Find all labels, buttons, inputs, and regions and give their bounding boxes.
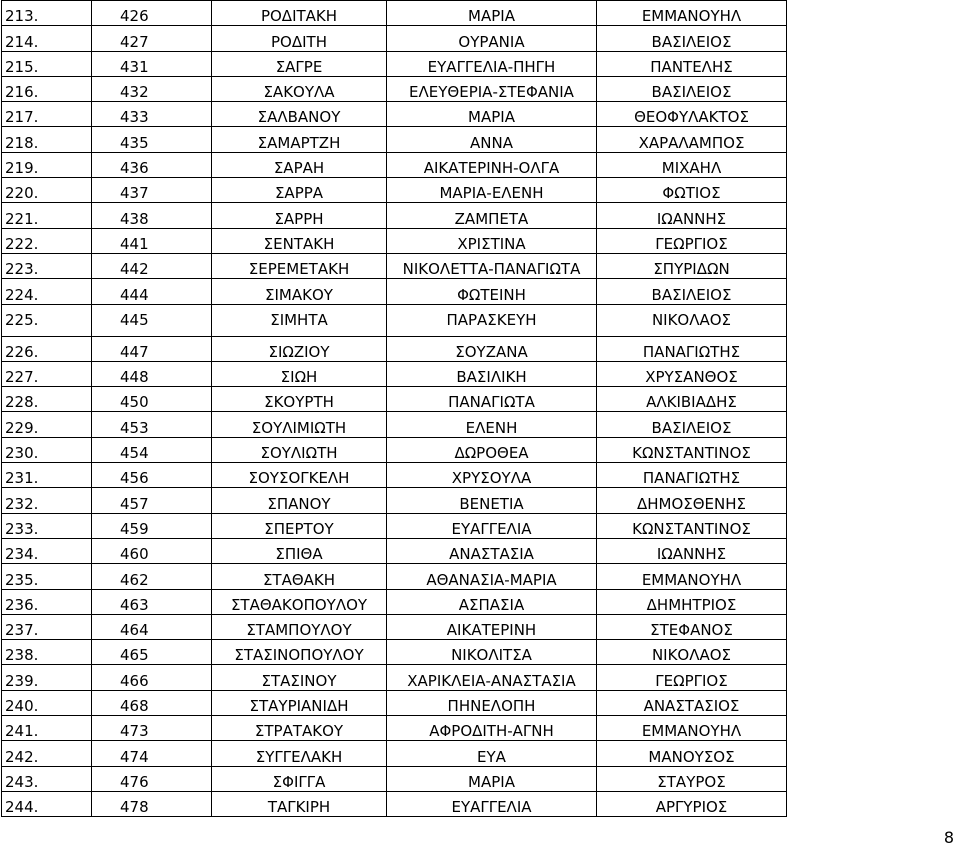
table-row [2, 1, 787, 26]
table-row [2, 228, 787, 253]
table-row [2, 279, 787, 304]
surname-cell: ΣΑΡΑΗ [212, 152, 387, 177]
code-cell: 473 [92, 716, 212, 741]
code-cell: 457 [92, 488, 212, 513]
table-row [2, 791, 787, 816]
code-cell: 454 [92, 437, 212, 462]
row-number-cell: 244. [2, 791, 92, 816]
code-cell: 427 [92, 26, 212, 51]
surname-cell: ΣΤΑΥΡΙΑΝΙΔΗ [212, 690, 387, 715]
father-name-cell: ΜΑΝΟΥΣΟΣ [597, 741, 787, 766]
table-row [2, 437, 787, 462]
row-number-cell: 218. [2, 127, 92, 152]
father-name-cell: ΠΑΝΑΓΙΩΤΗΣ [597, 336, 787, 361]
table-row [2, 253, 787, 278]
first-name-cell: ΦΩΤΕΙΝΗ [387, 279, 597, 304]
first-name-cell: ΒΕΝΕΤΙΑ [387, 488, 597, 513]
surname-cell: ΣΤΑΣΙΝΟΥ [212, 665, 387, 690]
surname-cell: ΣΑΡΡΗ [212, 203, 387, 228]
surname-cell: ΣΙΩΗ [212, 361, 387, 386]
first-name-cell: ΑΣΠΑΣΙΑ [387, 589, 597, 614]
row-number-cell: 223. [2, 253, 92, 278]
father-name-cell: ΑΛΚΙΒΙΑΔΗΣ [597, 387, 787, 412]
table-row [2, 203, 787, 228]
father-name-cell: ΓΕΩΡΓΙΟΣ [597, 665, 787, 690]
table-row [2, 690, 787, 715]
code-cell: 462 [92, 564, 212, 589]
first-name-cell: ΕΥΑ [387, 741, 597, 766]
row-number-cell: 238. [2, 640, 92, 665]
code-cell: 442 [92, 253, 212, 278]
code-cell: 456 [92, 463, 212, 488]
father-name-cell: ΚΩΝΣΤΑΝΤΙΝΟΣ [597, 437, 787, 462]
first-name-cell: ΒΑΣΙΛΙΚΗ [387, 361, 597, 386]
code-cell: 437 [92, 178, 212, 203]
first-name-cell: ΜΑΡΙΑ-ΕΛΕΝΗ [387, 178, 597, 203]
row-number-cell: 240. [2, 690, 92, 715]
father-name-cell: ΧΡΥΣΑΝΘΟΣ [597, 361, 787, 386]
row-number-cell: 228. [2, 387, 92, 412]
first-name-cell: ΕΥΑΓΓΕΛΙΑ-ΠΗΓΗ [387, 51, 597, 76]
code-cell: 476 [92, 766, 212, 791]
first-name-cell: ΑΝΑΣΤΑΣΙΑ [387, 538, 597, 563]
first-name-cell: ΜΑΡΙΑ [387, 1, 597, 26]
row-number-cell: 243. [2, 766, 92, 791]
table-row [2, 76, 787, 101]
table-row [2, 640, 787, 665]
table-row [2, 304, 787, 336]
code-cell: 444 [92, 279, 212, 304]
first-name-cell: ΑΝΝΑ [387, 127, 597, 152]
code-cell: 426 [92, 1, 212, 26]
table-row [2, 614, 787, 639]
first-name-cell: ΕΥΑΓΓΕΛΙΑ [387, 513, 597, 538]
code-cell: 433 [92, 102, 212, 127]
table-row [2, 766, 787, 791]
code-cell: 436 [92, 152, 212, 177]
first-name-cell: ΧΑΡΙΚΛΕΙΑ-ΑΝΑΣΤΑΣΙΑ [387, 665, 597, 690]
row-number-cell: 214. [2, 26, 92, 51]
row-number-cell: 219. [2, 152, 92, 177]
first-name-cell: ΝΙΚΟΛΙΤΣΑ [387, 640, 597, 665]
page-number: 8 [943, 828, 954, 847]
row-number-cell: 232. [2, 488, 92, 513]
father-name-cell: ΣΤΑΥΡΟΣ [597, 766, 787, 791]
first-name-cell: ΑΙΚΑΤΕΡΙΝΗ-ΟΛΓΑ [387, 152, 597, 177]
row-number-cell: 230. [2, 437, 92, 462]
row-number-cell: 242. [2, 741, 92, 766]
surname-cell: ΣΤΑΘΑΚΗ [212, 564, 387, 589]
father-name-cell: ΒΑΣΙΛΕΙΟΣ [597, 412, 787, 437]
row-number-cell: 233. [2, 513, 92, 538]
father-name-cell: ΝΙΚΟΛΑΟΣ [597, 640, 787, 665]
code-cell: 460 [92, 538, 212, 563]
code-cell: 466 [92, 665, 212, 690]
row-number-cell: 231. [2, 463, 92, 488]
surname-cell: ΣΤΑΜΠΟΥΛΟΥ [212, 614, 387, 639]
row-number-cell: 221. [2, 203, 92, 228]
surname-cell: ΣΦΙΓΓΑ [212, 766, 387, 791]
row-number-cell: 239. [2, 665, 92, 690]
father-name-cell: ΒΑΣΙΛΕΙΟΣ [597, 26, 787, 51]
surname-cell: ΣΚΟΥΡΤΗ [212, 387, 387, 412]
code-cell: 463 [92, 589, 212, 614]
surname-cell: ΣΤΑΣΙΝΟΠΟΥΛΟΥ [212, 640, 387, 665]
father-name-cell: ΔΗΜΟΣΘΕΝΗΣ [597, 488, 787, 513]
row-number-cell: 234. [2, 538, 92, 563]
surname-cell: ΤΑΓΚΙΡΗ [212, 791, 387, 816]
surname-cell: ΣΑΛΒΑΝΟΥ [212, 102, 387, 127]
table-row [2, 716, 787, 741]
father-name-cell: ΣΤΕΦΑΝΟΣ [597, 614, 787, 639]
surname-cell: ΣΑΡΡΑ [212, 178, 387, 203]
surname-cell: ΡΟΔΙΤΑΚΗ [212, 1, 387, 26]
row-number-cell: 236. [2, 589, 92, 614]
code-cell: 448 [92, 361, 212, 386]
surname-cell: ΣΠΕΡΤΟΥ [212, 513, 387, 538]
father-name-cell: ΔΗΜΗΤΡΙΟΣ [597, 589, 787, 614]
father-name-cell: ΒΑΣΙΛΕΙΟΣ [597, 76, 787, 101]
father-name-cell: ΝΙΚΟΛΑΟΣ [597, 304, 787, 336]
father-name-cell: ΚΩΝΣΤΑΝΤΙΝΟΣ [597, 513, 787, 538]
father-name-cell: ΕΜΜΑΝΟΥΗΛ [597, 716, 787, 741]
first-name-cell: ΟΥΡΑΝΙΑ [387, 26, 597, 51]
father-name-cell: ΑΡΓΥΡΙΟΣ [597, 791, 787, 816]
code-cell: 459 [92, 513, 212, 538]
father-name-cell: ΘΕΟΦΥΛΑΚΤΟΣ [597, 102, 787, 127]
father-name-cell: ΕΜΜΑΝΟΥΗΛ [597, 564, 787, 589]
table-row [2, 127, 787, 152]
table-row [2, 51, 787, 76]
first-name-cell: ΑΦΡΟΔΙΤΗ-ΑΓΝΗ [387, 716, 597, 741]
surname-cell: ΣΑΓΡΕ [212, 51, 387, 76]
row-number-cell: 215. [2, 51, 92, 76]
first-name-cell: ΠΑΝΑΓΙΩΤΑ [387, 387, 597, 412]
code-cell: 435 [92, 127, 212, 152]
surname-cell: ΣΤΡΑΤΑΚΟΥ [212, 716, 387, 741]
table-row [2, 665, 787, 690]
surname-cell: ΣΑΜΑΡΤΖΗ [212, 127, 387, 152]
surname-cell: ΣΕΝΤΑΚΗ [212, 228, 387, 253]
code-cell: 453 [92, 412, 212, 437]
code-cell: 450 [92, 387, 212, 412]
first-name-cell: ΑΘΑΝΑΣΙΑ-ΜΑΡΙΑ [387, 564, 597, 589]
surname-cell: ΣΕΡΕΜΕΤΑΚΗ [212, 253, 387, 278]
table-row [2, 513, 787, 538]
table-row [2, 336, 787, 361]
father-name-cell: ΜΙΧΑΗΛ [597, 152, 787, 177]
code-cell: 445 [92, 304, 212, 336]
row-number-cell: 237. [2, 614, 92, 639]
table-row [2, 102, 787, 127]
surname-cell: ΣΟΥΣΟΓΚΕΛΗ [212, 463, 387, 488]
code-cell: 474 [92, 741, 212, 766]
row-number-cell: 229. [2, 412, 92, 437]
row-number-cell: 241. [2, 716, 92, 741]
table-row [2, 589, 787, 614]
first-name-cell: ΕΛΕΝΗ [387, 412, 597, 437]
father-name-cell: ΙΩΑΝΝΗΣ [597, 538, 787, 563]
row-number-cell: 225. [2, 304, 92, 336]
code-cell: 465 [92, 640, 212, 665]
table-row [2, 26, 787, 51]
father-name-cell: ΕΜΜΑΝΟΥΗΛ [597, 1, 787, 26]
father-name-cell: ΦΩΤΙΟΣ [597, 178, 787, 203]
code-cell: 464 [92, 614, 212, 639]
row-number-cell: 224. [2, 279, 92, 304]
table-row [2, 152, 787, 177]
row-number-cell: 222. [2, 228, 92, 253]
father-name-cell: ΙΩΑΝΝΗΣ [597, 203, 787, 228]
row-number-cell: 235. [2, 564, 92, 589]
father-name-cell: ΠΑΝΑΓΙΩΤΗΣ [597, 463, 787, 488]
table-row [2, 178, 787, 203]
first-name-cell: ΕΛΕΥΘΕΡΙΑ-ΣΤΕΦΑΝΙΑ [387, 76, 597, 101]
table-row [2, 488, 787, 513]
table-row [2, 538, 787, 563]
surname-cell: ΣΙΜΑΚΟΥ [212, 279, 387, 304]
table-row [2, 412, 787, 437]
row-number-cell: 220. [2, 178, 92, 203]
table-row [2, 361, 787, 386]
code-cell: 468 [92, 690, 212, 715]
first-name-cell: ΜΑΡΙΑ [387, 102, 597, 127]
father-name-cell: ΑΝΑΣΤΑΣΙΟΣ [597, 690, 787, 715]
surname-cell: ΣΠΑΝΟΥ [212, 488, 387, 513]
father-name-cell: ΧΑΡΑΛΑΜΠΟΣ [597, 127, 787, 152]
surname-cell: ΣΟΥΛΙΩΤΗ [212, 437, 387, 462]
code-cell: 478 [92, 791, 212, 816]
surname-cell: ΣΑΚΟΥΛΑ [212, 76, 387, 101]
code-cell: 432 [92, 76, 212, 101]
code-cell: 441 [92, 228, 212, 253]
row-number-cell: 213. [2, 1, 92, 26]
first-name-cell: ΧΡΙΣΤΙΝΑ [387, 228, 597, 253]
row-number-cell: 216. [2, 76, 92, 101]
surname-cell: ΣΥΓΓΕΛΑΚΗ [212, 741, 387, 766]
surname-cell: ΣΟΥΛΙΜΙΩΤΗ [212, 412, 387, 437]
code-cell: 438 [92, 203, 212, 228]
first-name-cell: ΔΩΡΟΘΕΑ [387, 437, 597, 462]
surname-cell: ΣΙΜΗΤΑ [212, 304, 387, 336]
first-name-cell: ΧΡΥΣΟΥΛΑ [387, 463, 597, 488]
table-row [2, 387, 787, 412]
code-cell: 447 [92, 336, 212, 361]
first-name-cell: ΖΑΜΠΕΤΑ [387, 203, 597, 228]
table-row [2, 564, 787, 589]
first-name-cell: ΑΙΚΑΤΕΡΙΝΗ [387, 614, 597, 639]
table-body [2, 1, 787, 817]
first-name-cell: ΕΥΑΓΓΕΛΙΑ [387, 791, 597, 816]
row-number-cell: 226. [2, 336, 92, 361]
father-name-cell: ΠΑΝΤΕΛΗΣ [597, 51, 787, 76]
surname-cell: ΣΙΩΖΙΟΥ [212, 336, 387, 361]
first-name-cell: ΣΟΥΖΑΝΑ [387, 336, 597, 361]
candidates-table [1, 0, 787, 817]
first-name-cell: ΠΗΝΕΛΟΠΗ [387, 690, 597, 715]
father-name-cell: ΣΠΥΡΙΔΩΝ [597, 253, 787, 278]
table-row [2, 741, 787, 766]
first-name-cell: ΠΑΡΑΣΚΕΥΗ [387, 304, 597, 336]
father-name-cell: ΓΕΩΡΓΙΟΣ [597, 228, 787, 253]
surname-cell: ΡΟΔΙΤΗ [212, 26, 387, 51]
first-name-cell: ΜΑΡΙΑ [387, 766, 597, 791]
code-cell: 431 [92, 51, 212, 76]
row-number-cell: 227. [2, 361, 92, 386]
surname-cell: ΣΤΑΘΑΚΟΠΟΥΛΟΥ [212, 589, 387, 614]
table-row [2, 463, 787, 488]
row-number-cell: 217. [2, 102, 92, 127]
first-name-cell: ΝΙΚΟΛΕΤΤΑ-ΠΑΝΑΓΙΩΤΑ [387, 253, 597, 278]
father-name-cell: ΒΑΣΙΛΕΙΟΣ [597, 279, 787, 304]
surname-cell: ΣΠΙΘΑ [212, 538, 387, 563]
